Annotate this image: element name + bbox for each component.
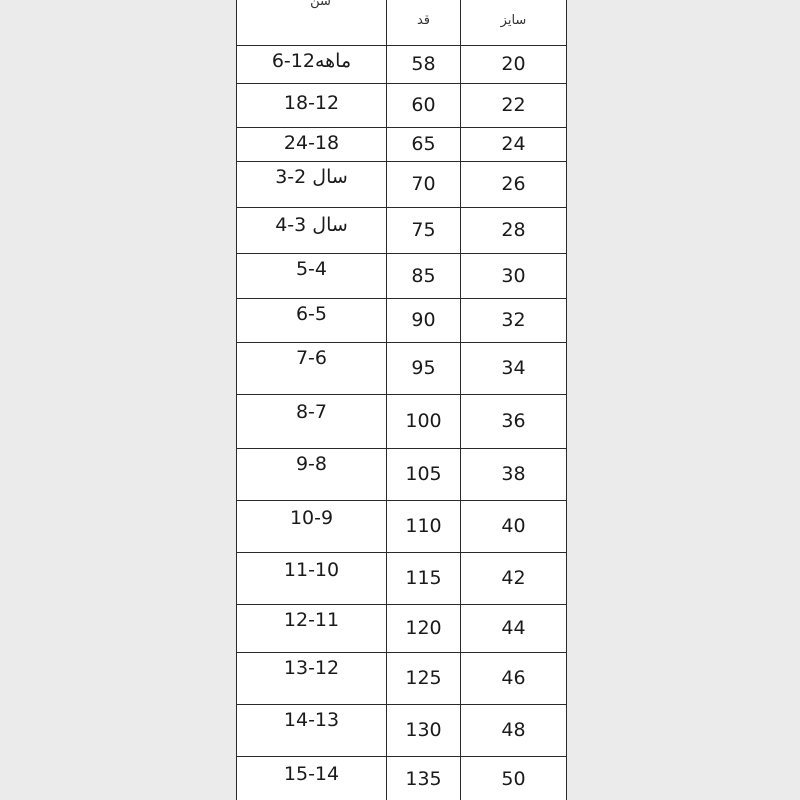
table-row [237, 128, 567, 162]
size-cell: 44 [461, 605, 567, 653]
height-cell: 105 [387, 449, 461, 501]
height-cell: 60 [387, 84, 461, 128]
age-cell: 14-13 [237, 705, 387, 757]
height-cell: 120 [387, 605, 461, 653]
height-cell: 110 [387, 501, 461, 553]
age-cell: 18-12 [237, 84, 387, 128]
height-cell: 135 [387, 757, 461, 800]
size-cell: 28 [461, 208, 567, 254]
age-cell: 10-9 [237, 501, 387, 553]
age-cell: 4-3 سال [237, 208, 387, 254]
header-size [461, 0, 567, 46]
size-cell: 32 [461, 299, 567, 343]
table-row [237, 46, 567, 84]
height-cell: 85 [387, 254, 461, 299]
size-cell: 24 [461, 128, 567, 162]
height-cell: 65 [387, 128, 461, 162]
table-row [237, 343, 567, 395]
age-cell: 11-10 [237, 553, 387, 605]
age-cell: 6-5 [237, 299, 387, 343]
header-height-label: قد [416, 12, 431, 28]
size-cell: 22 [461, 84, 567, 128]
table-row [237, 653, 567, 705]
table-row [237, 501, 567, 553]
table-row [237, 705, 567, 757]
header-age [237, 0, 387, 46]
table-header-row [237, 0, 567, 46]
size-cell: 40 [461, 501, 567, 553]
size-cell: 26 [461, 162, 567, 208]
age-cell: 3-2 سال [237, 162, 387, 208]
table-row [237, 208, 567, 254]
age-cell: 15-14 [237, 757, 387, 800]
age-cell: 6-12ماهه [237, 46, 387, 84]
size-table [236, 0, 567, 800]
size-cell: 46 [461, 653, 567, 705]
size-cell: 30 [461, 254, 567, 299]
age-cell: 12-11 [237, 605, 387, 653]
table-row [237, 84, 567, 128]
table-row [237, 449, 567, 501]
age-cell: 24-18 [237, 128, 387, 162]
height-cell: 75 [387, 208, 461, 254]
height-cell: 70 [387, 162, 461, 208]
header-height [387, 0, 461, 46]
table-row [237, 395, 567, 449]
height-cell: 130 [387, 705, 461, 757]
size-cell: 38 [461, 449, 567, 501]
size-cell: 36 [461, 395, 567, 449]
age-cell: 13-12 [237, 653, 387, 705]
table-row [237, 757, 567, 800]
age-cell: 8-7 [237, 395, 387, 449]
table-row [237, 553, 567, 605]
header-size-label: سایز [500, 12, 527, 28]
age-cell: 7-6 [237, 343, 387, 395]
table-row [237, 299, 567, 343]
age-cell: 5-4 [237, 254, 387, 299]
height-cell: 95 [387, 343, 461, 395]
height-cell: 115 [387, 553, 461, 605]
height-cell: 90 [387, 299, 461, 343]
table-row [237, 605, 567, 653]
height-cell: 125 [387, 653, 461, 705]
size-cell: 50 [461, 757, 567, 800]
header-age-label: سن [310, 0, 331, 9]
size-cell: 48 [461, 705, 567, 757]
table-row [237, 162, 567, 208]
size-cell: 20 [461, 46, 567, 84]
height-cell: 58 [387, 46, 461, 84]
size-cell: 34 [461, 343, 567, 395]
height-cell: 100 [387, 395, 461, 449]
age-cell: 9-8 [237, 449, 387, 501]
size-cell: 42 [461, 553, 567, 605]
table-row [237, 254, 567, 299]
